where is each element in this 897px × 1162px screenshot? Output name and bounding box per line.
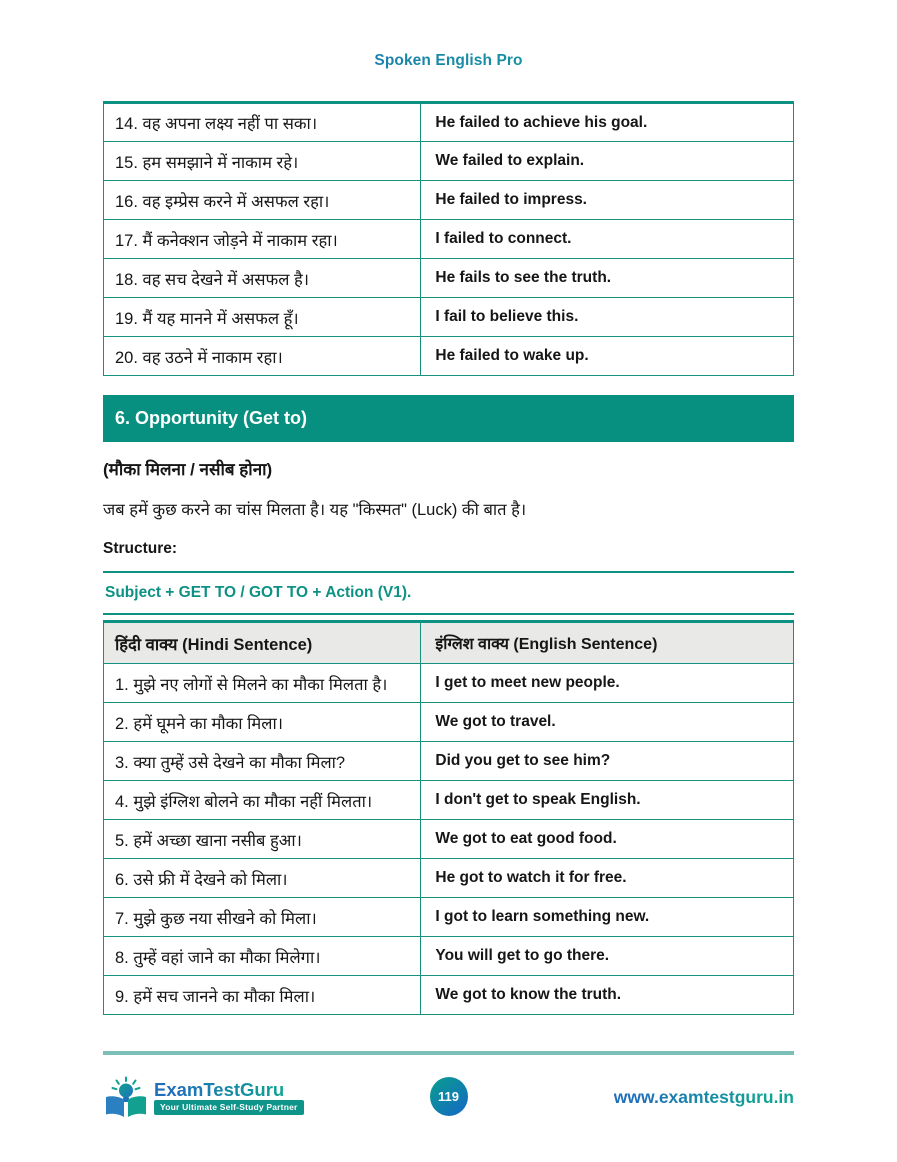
english-sentence: I get to meet new people.: [421, 664, 794, 703]
section-description: जब हमें कुछ करने का चांस मिलता है। यह "किस्मत" (Luck) की बात है।: [103, 501, 527, 519]
hindi-sentence: 16. वह इम्प्रेस करने में असफल रहा।: [104, 181, 421, 220]
hindi-sentence: 5. हमें अच्छा खाना नसीब हुआ।: [104, 820, 421, 859]
section-heading-banner: 6. Opportunity (Get to): [103, 395, 794, 442]
page-title: Spoken English Pro: [103, 0, 794, 70]
english-sentence: We got to eat good food.: [421, 820, 794, 859]
hindi-sentence: 2. हमें घूमने का मौका मिला।: [104, 703, 421, 742]
table-row: [104, 820, 794, 859]
english-sentence: Did you get to see him?: [421, 742, 794, 781]
hindi-sentence: 7. मुझे कुछ नया सीखने को मिला।: [104, 898, 421, 937]
hindi-sentence: 17. मैं कनेक्शन जोड़ने में नाकाम रहा।: [104, 220, 421, 259]
english-sentence: I don't get to speak English.: [421, 781, 794, 820]
grammar-formula: Subject + GET TO / GOT TO + Action (V1).: [103, 571, 794, 615]
structure-label: Structure:: [103, 540, 178, 557]
english-sentence: He fails to see the truth.: [421, 259, 794, 298]
examtestguru-logo: [103, 1076, 304, 1120]
english-sentence: You will get to go there.: [421, 937, 794, 976]
english-sentence: I got to learn something new.: [421, 898, 794, 937]
hindi-sentence: 6. उसे फ्री में देखने को मिला।: [104, 859, 421, 898]
table-row: [104, 181, 794, 220]
english-sentence: We got to travel.: [421, 703, 794, 742]
book-bulb-icon: [103, 1076, 149, 1120]
table-row: [104, 859, 794, 898]
table-row: [104, 898, 794, 937]
failed-to-sentences-table: [103, 101, 794, 376]
hindi-sentence: 18. वह सच देखने में असफल है।: [104, 259, 421, 298]
hindi-sentence: 9. हमें सच जानने का मौका मिला।: [104, 976, 421, 1015]
english-column-header: इंग्लिश वाक्य (English Sentence): [421, 622, 794, 664]
get-to-sentences-table: [103, 620, 794, 1015]
english-sentence: He got to watch it for free.: [421, 859, 794, 898]
english-sentence: I fail to believe this.: [421, 298, 794, 337]
hindi-column-header: हिंदी वाक्य (Hindi Sentence): [104, 622, 421, 664]
hindi-sentence: 3. क्या तुम्हें उसे देखने का मौका मिला?: [104, 742, 421, 781]
hindi-sentence: 8. तुम्हें वहां जाने का मौका मिलेगा।: [104, 937, 421, 976]
hindi-sentence: 4. मुझे इंग्लिश बोलने का मौका नहीं मिलता।: [104, 781, 421, 820]
table-row: [104, 781, 794, 820]
english-sentence: We failed to explain.: [421, 142, 794, 181]
hindi-sentence: 19. मैं यह मानने में असफल हूँ।: [104, 298, 421, 337]
table-header-row: [104, 622, 794, 664]
table-row: [104, 337, 794, 376]
hindi-sentence: 1. मुझे नए लोगों से मिलने का मौका मिलता है।: [104, 664, 421, 703]
hindi-sentence: 20. वह उठने में नाकाम रहा।: [104, 337, 421, 376]
page-number-badge: 119: [430, 1077, 468, 1116]
brand-tagline: Your Ultimate Self-Study Partner: [154, 1100, 304, 1115]
page-footer: [103, 1051, 794, 1128]
english-sentence: I failed to connect.: [421, 220, 794, 259]
hindi-sentence: 15. हम समझाने में नाकाम रहे।: [104, 142, 421, 181]
table-row: [104, 664, 794, 703]
table-row: [104, 298, 794, 337]
hindi-sentence: 14. वह अपना लक्ष्य नहीं पा सका।: [104, 103, 421, 142]
table-row: [104, 103, 794, 142]
table-row: [104, 142, 794, 181]
website-link[interactable]: www.examtestguru.in: [613, 1087, 794, 1107]
footer-divider: [103, 1051, 794, 1055]
table-row: [104, 259, 794, 298]
table-row: [104, 220, 794, 259]
table-row: [104, 742, 794, 781]
english-sentence: We got to know the truth.: [421, 976, 794, 1015]
brand-text: [154, 1076, 304, 1115]
english-sentence: He failed to achieve his goal.: [421, 103, 794, 142]
table-row: [104, 937, 794, 976]
english-sentence: He failed to wake up.: [421, 337, 794, 376]
table-row: [104, 703, 794, 742]
brand-name: ExamTestGuru: [154, 1080, 304, 1099]
section-subtitle-hindi: (मौका मिलना / नसीब होना): [103, 460, 273, 479]
table-row: [104, 976, 794, 1015]
page-content: [103, 0, 794, 1015]
english-sentence: He failed to impress.: [421, 181, 794, 220]
footer-row: [103, 1076, 794, 1128]
